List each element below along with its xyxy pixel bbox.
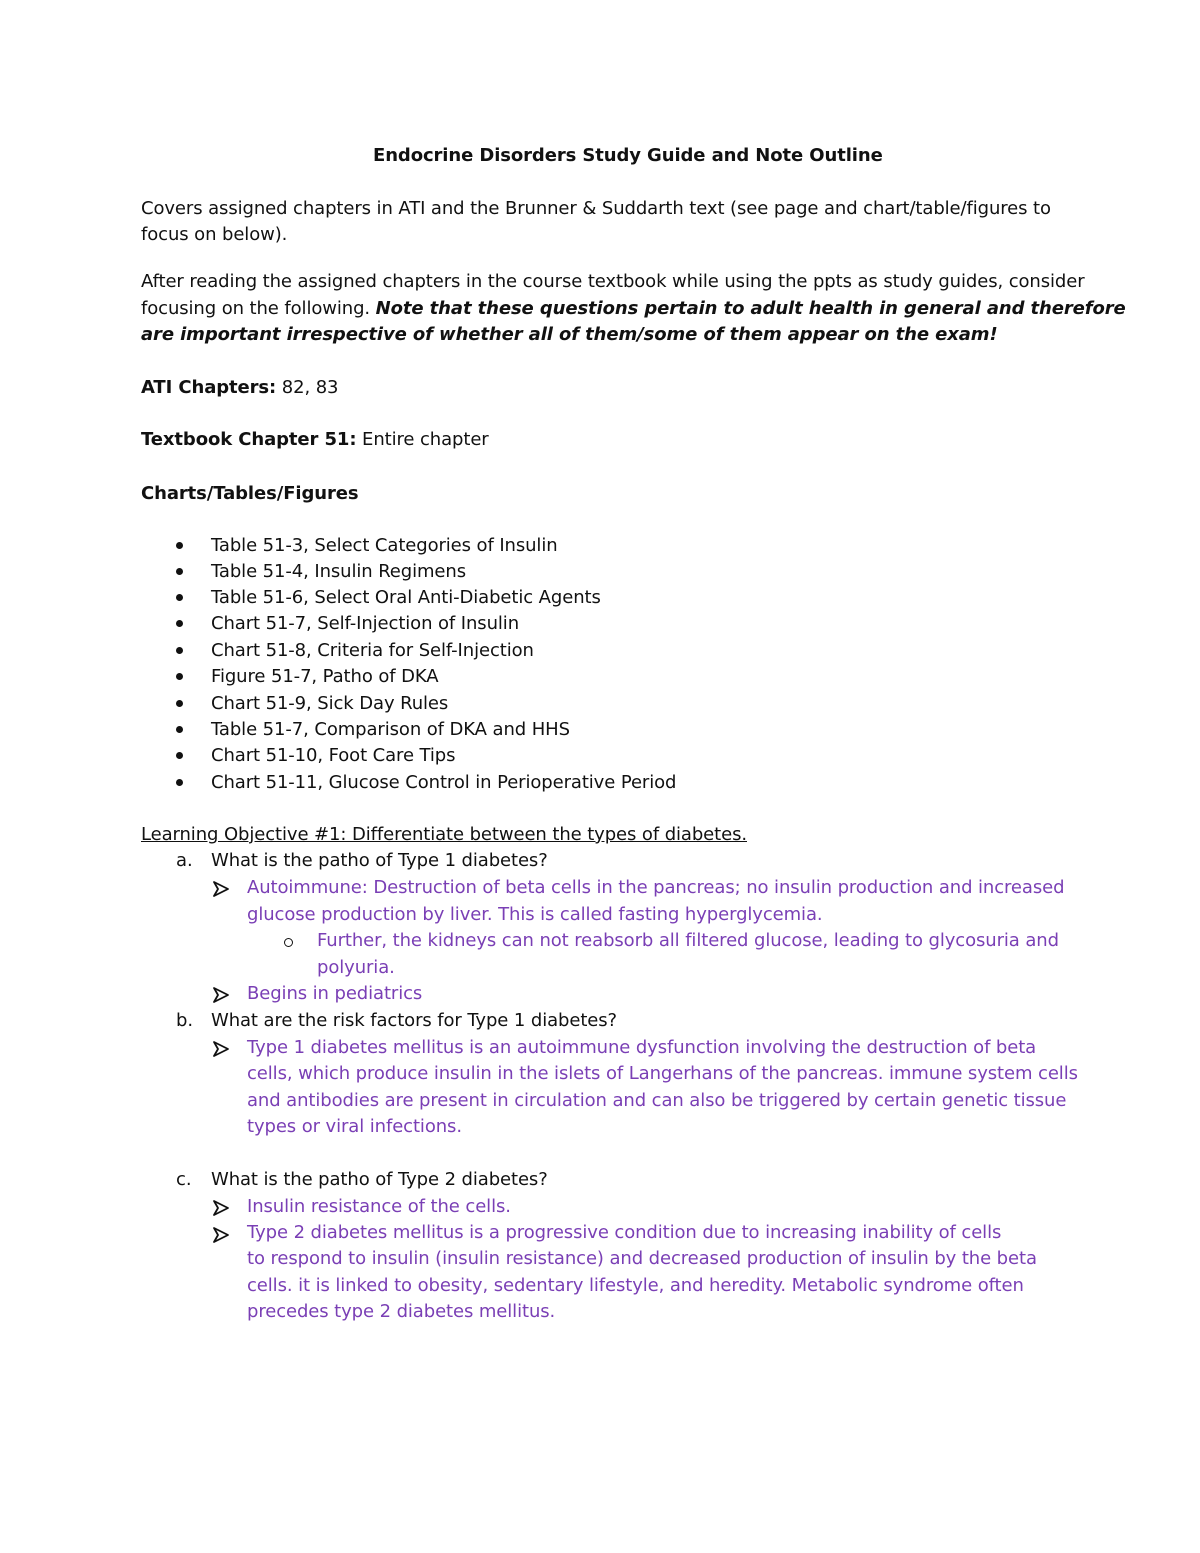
bullet-icon xyxy=(176,700,183,707)
question-a-sub-line-2: polyuria. xyxy=(317,957,395,978)
ati-chapters xyxy=(141,375,338,401)
list-item: Figure 51-7, Patho of DKA xyxy=(211,666,439,687)
question-b-text: What are the risk factors for Type 1 diabetes? xyxy=(211,1010,617,1031)
sub-bullet-circle-icon xyxy=(284,938,293,947)
question-b-answer-line-4: types or viral infections. xyxy=(247,1116,462,1137)
charts-heading: Charts/Tables/Figures xyxy=(141,483,359,504)
question-a-answer-1-line-1: Autoimmune: Destruction of beta cells in the pancreas; no insulin production and increased xyxy=(247,877,1065,898)
textbook-chapter-value: Entire chapter xyxy=(356,429,489,450)
question-a-sub-line-1: Further, the kidneys can not reabsorb all filtered glucose, leading to glycosuria and xyxy=(317,930,1059,951)
list-item: Chart 51-9, Sick Day Rules xyxy=(211,693,449,714)
question-c-answer-2-line-1: Type 2 diabetes mellitus is a progressive condition due to increasing inability of cells xyxy=(247,1222,1002,1243)
question-c-answer-1: Insulin resistance of the cells. xyxy=(247,1196,511,1217)
question-c-answer-2-line-3: cells. it is linked to obesity, sedentary lifestyle, and heredity. Metabolic syndrome often xyxy=(247,1275,1024,1296)
question-c-marker: c. xyxy=(176,1169,192,1190)
bullet-icon xyxy=(176,779,183,786)
textbook-chapter-label: Textbook Chapter 51: xyxy=(141,429,357,450)
bullet-icon xyxy=(176,594,183,601)
list-item: Chart 51-8, Criteria for Self-Injection xyxy=(211,640,534,661)
question-c-answer-2-line-2: to respond to insulin (insulin resistance) and decreased production of insulin by the beta xyxy=(247,1248,1037,1269)
textbook-chapter xyxy=(141,427,489,453)
arrow-bullet-icon xyxy=(212,1040,230,1058)
arrow-bullet-icon xyxy=(212,986,230,1004)
question-b-marker: b. xyxy=(176,1010,194,1031)
bullet-icon xyxy=(176,673,183,680)
question-a-answer-1-line-2: glucose production by liver. This is called fasting hyperglycemia. xyxy=(247,904,823,925)
ati-chapters-label: ATI Chapters: xyxy=(141,377,277,398)
question-c-answer-2-line-4: precedes type 2 diabetes mellitus. xyxy=(247,1301,556,1322)
list-item: Table 51-4, Insulin Regimens xyxy=(211,561,466,582)
bullet-icon xyxy=(176,726,183,733)
learning-objective: Learning Objective #1: Differentiate between the types of diabetes. xyxy=(141,824,747,845)
intro-line-2: focus on below). xyxy=(141,224,288,245)
question-a-marker: a. xyxy=(176,850,193,871)
list-item: Table 51-3, Select Categories of Insulin xyxy=(211,535,558,556)
intro-line-1: Covers assigned chapters in ATI and the Brunner & Suddarth text (see page and chart/table/figures to xyxy=(141,198,1051,219)
after-line-1: After reading the assigned chapters in the course textbook while using the ppts as study guides, consider xyxy=(141,271,1085,292)
question-b-answer-line-3: and antibodies are present in circulation and can also be triggered by certain genetic tissue xyxy=(247,1090,1067,1111)
page-title: Endocrine Disorders Study Guide and Note Outline xyxy=(373,145,883,166)
arrow-bullet-icon xyxy=(212,1199,230,1217)
question-a-text: What is the patho of Type 1 diabetes? xyxy=(211,850,548,871)
question-b-answer-line-2: cells, which produce insulin in the islets of Langerhans of the pancreas. immune system cells xyxy=(247,1063,1078,1084)
list-item: Table 51-6, Select Oral Anti-Diabetic Agents xyxy=(211,587,601,608)
bullet-icon xyxy=(176,620,183,627)
question-a-answer-2: Begins in pediatrics xyxy=(247,983,423,1004)
bullet-icon xyxy=(176,752,183,759)
arrow-bullet-icon xyxy=(212,880,230,898)
list-item: Table 51-7, Comparison of DKA and HHS xyxy=(211,719,570,740)
after-line-2-plain: focusing on the following. xyxy=(141,298,376,319)
question-b-answer-line-1: Type 1 diabetes mellitus is an autoimmune dysfunction involving the destruction of beta xyxy=(247,1037,1037,1058)
ati-chapters-value: 82, 83 xyxy=(276,377,339,398)
list-item: Chart 51-10, Foot Care Tips xyxy=(211,745,456,766)
after-line-3: are important irrespective of whether all of them/some of them appear on the exam! xyxy=(141,324,998,345)
list-item: Chart 51-7, Self-Injection of Insulin xyxy=(211,613,520,634)
bullet-icon xyxy=(176,647,183,654)
after-line-2 xyxy=(141,296,1126,322)
list-item: Chart 51-11, Glucose Control in Perioperative Period xyxy=(211,772,677,793)
after-line-2-emphasis: Note that these questions pertain to adult health in general and therefore xyxy=(375,298,1126,319)
arrow-bullet-icon xyxy=(212,1226,230,1244)
question-c-text: What is the patho of Type 2 diabetes? xyxy=(211,1169,548,1190)
bullet-icon xyxy=(176,568,183,575)
bullet-icon xyxy=(176,542,183,549)
